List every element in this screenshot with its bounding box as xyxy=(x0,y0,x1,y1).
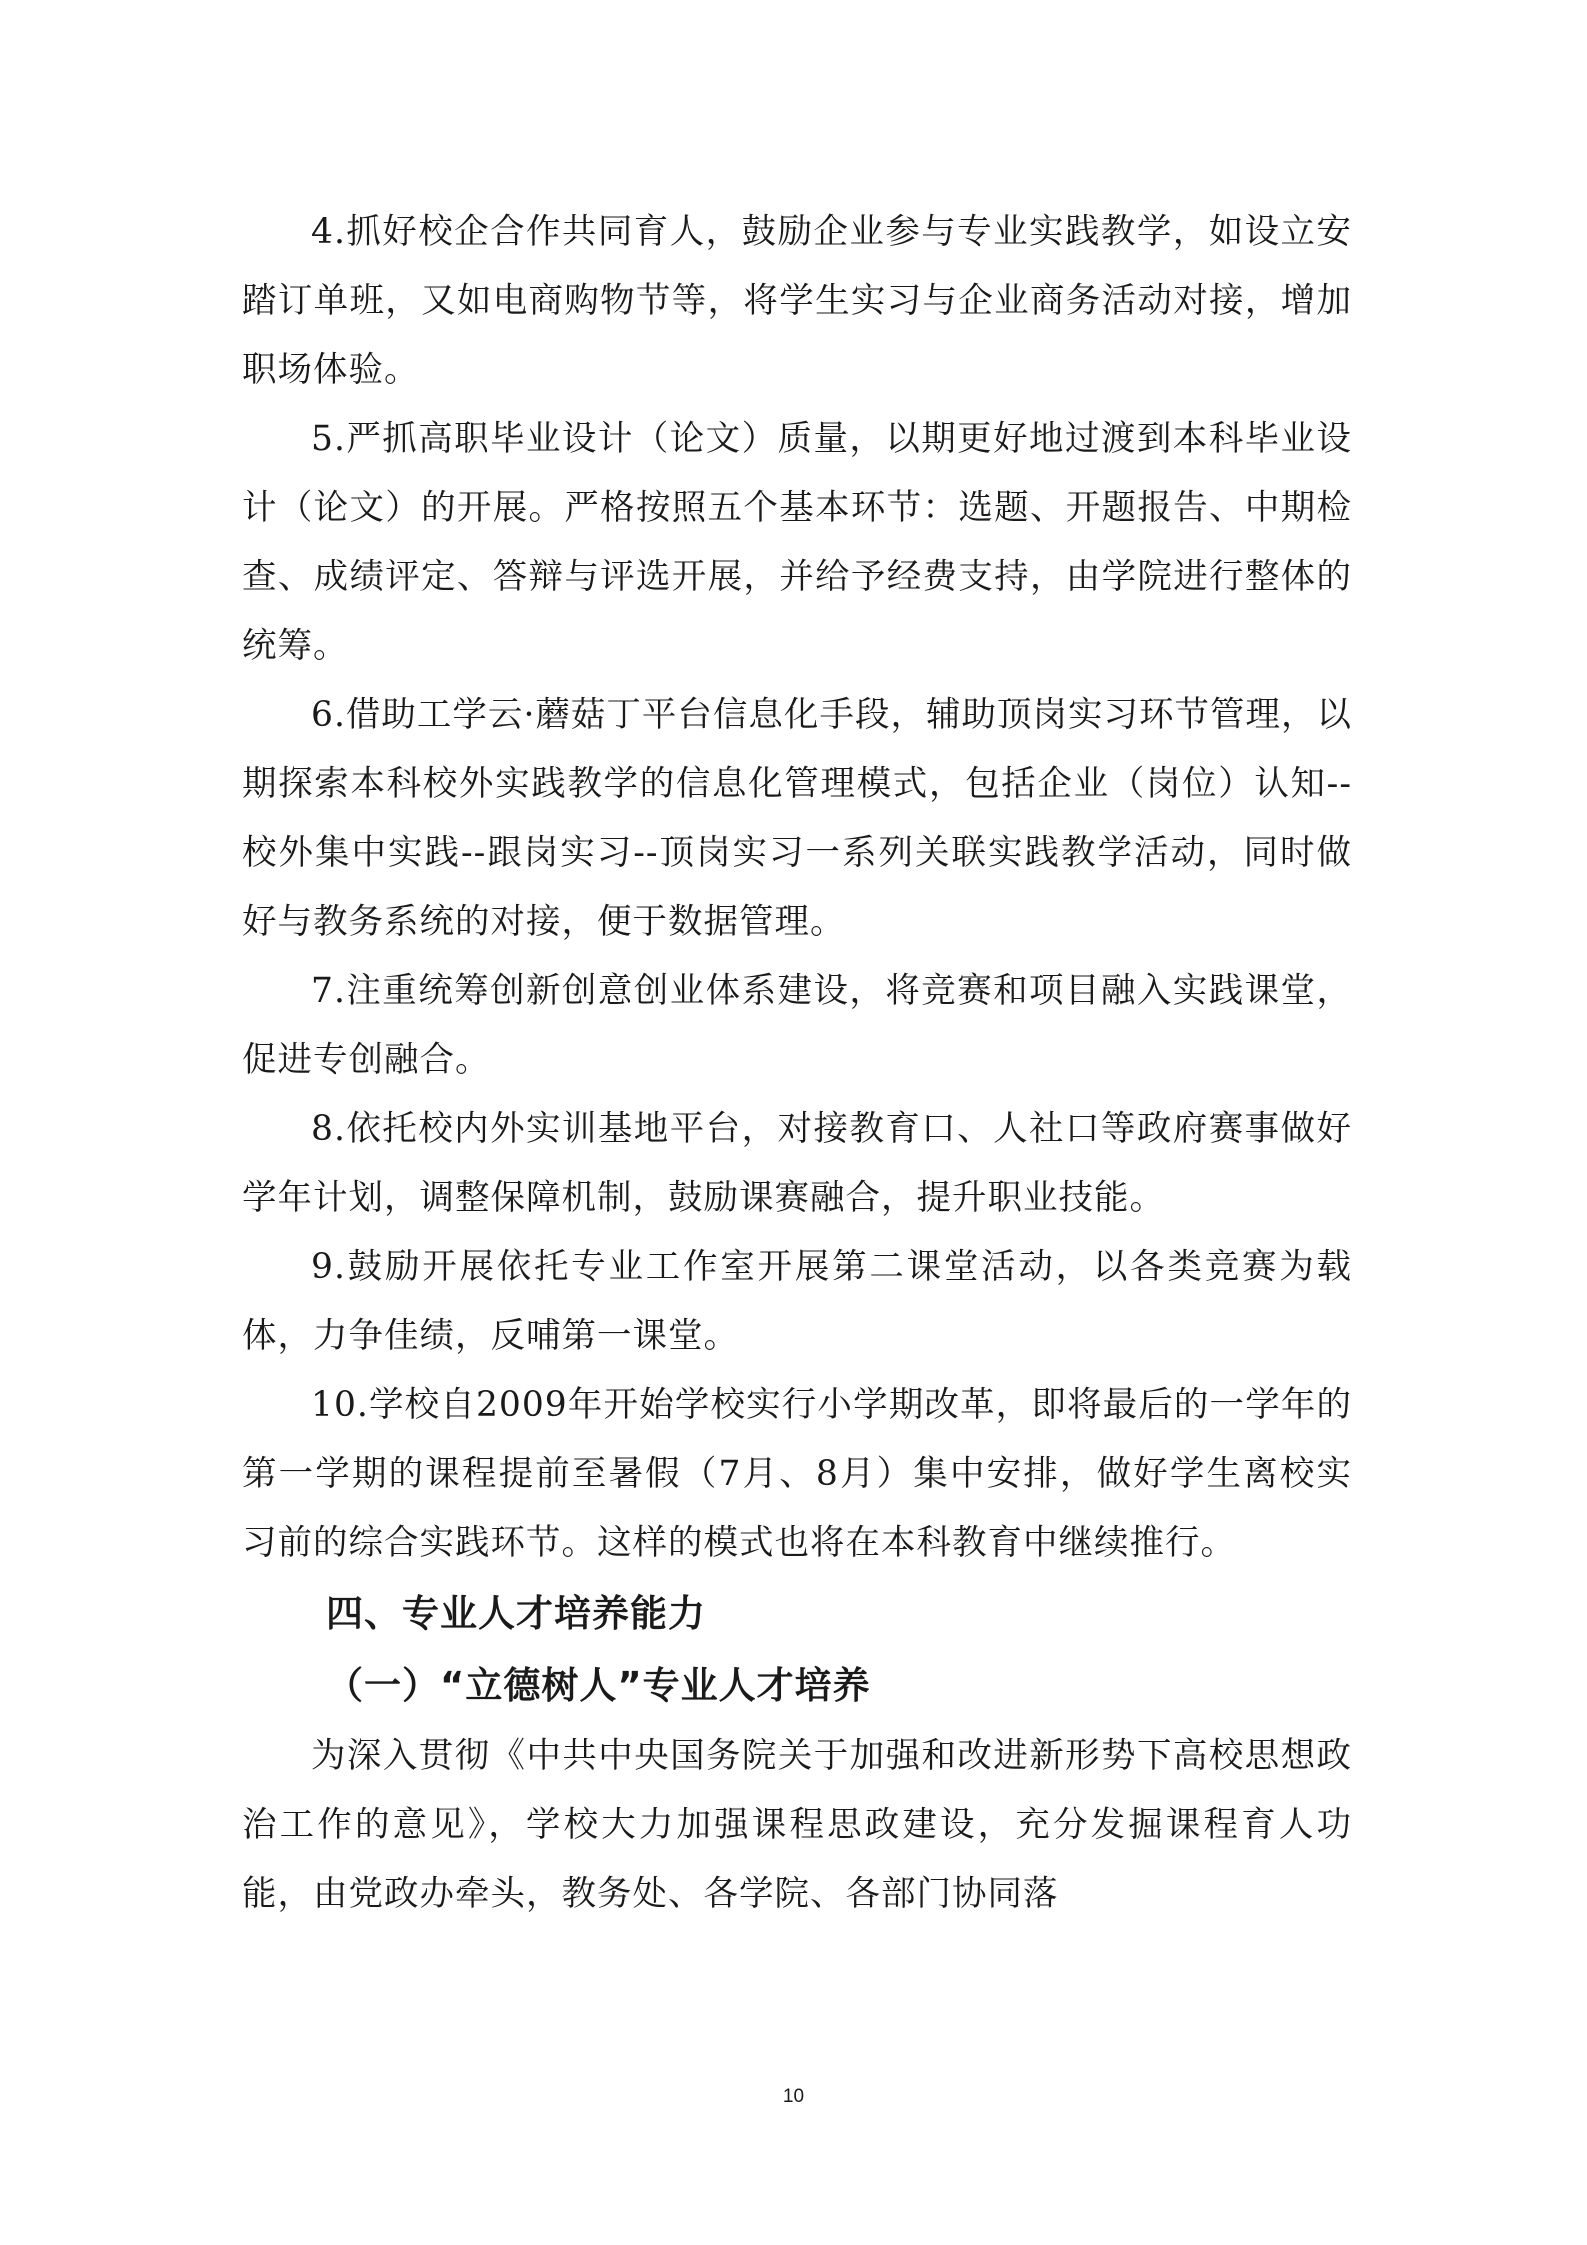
section-heading: 四、专业人才培养能力 xyxy=(326,1592,706,1635)
body-paragraph: 为深入贯彻《中共中央国务院关于加强和改进新形势下高校思想政治工作的意见》，学校大力加强课程思政建设，充分发掘课程育人功能，由党政办牵头，教务处、各学院、各部门协同落 xyxy=(242,1736,1352,1914)
paragraph-item-7: 7.注重统筹创新创意创业体系建设，将竞赛和项目融入实践课堂，促进专创融合。 xyxy=(242,971,1352,1080)
paragraph-item-10: 10.学校自2009年开始学校实行小学期改革，即将最后的一学年的第一学期的课程提前至暑假（7月、8月）集中安排，做好学生离校实习前的综合实践环节。这样的模式也将在本科教育中继续推行。 xyxy=(242,1385,1352,1563)
paragraph-item-4: 4.抓好校企合作共同育人，鼓励企业参与专业实践教学，如设立安踏订单班，又如电商购物节等，将学生实习与企业商务活动对接，增加职场体验。 xyxy=(242,212,1352,390)
paragraph-item-6: 6.借助工学云·蘑菇丁平台信息化手段，辅助顶岗实习环节管理，以期探索本科校外实践教学的信息化管理模式，包括企业（岗位）认知--校外集中实践--跟岗实习--顶岗实习一系列关联实践教学活动，同时做好与教务系统的对接，便于数据管理。 xyxy=(242,695,1352,942)
paragraph-item-5: 5.严抓高职毕业设计（论文）质量，以期更好地过渡到本科毕业设计（论文）的开展。严格按照五个基本环节：选题、开题报告、中期检查、成绩评定、答辩与评选开展，并给予经费支持，由学院进行整体的统筹。 xyxy=(242,419,1352,666)
page-number: 10 xyxy=(782,2086,805,2107)
paragraph-item-9: 9.鼓励开展依托专业工作室开展第二课堂活动，以各类竞赛为载体，力争佳绩，反哺第一课堂。 xyxy=(242,1247,1352,1356)
paragraph-item-8: 8.依托校内外实训基地平台，对接教育口、人社口等政府赛事做好学年计划，调整保障机制，鼓励课赛融合，提升职业技能。 xyxy=(242,1109,1352,1218)
subsection-heading: （一）“立德树人”专业人才培养 xyxy=(326,1664,871,1707)
page-content xyxy=(242,198,1352,1929)
